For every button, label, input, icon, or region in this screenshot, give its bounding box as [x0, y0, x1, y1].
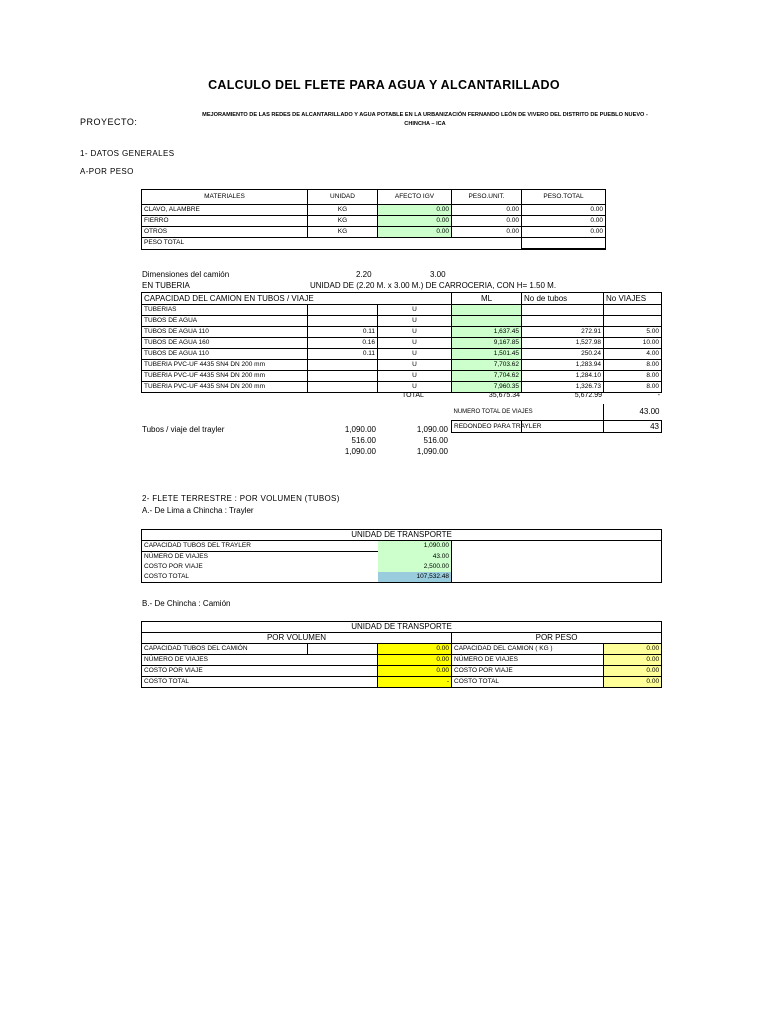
unidad-carroceria-text: UNIDAD DE (2.20 M. x 3.00 M.) DE CARROCERIA, CON H= 1.50 M. — [310, 281, 557, 290]
trayler-value: 1,090.00 — [344, 447, 376, 456]
trayler-value: 1,090.00 — [416, 447, 448, 456]
peso-header-afecto-igv: AFECTO IGV — [378, 190, 452, 205]
no-viajes-header: No VIAJES — [604, 293, 662, 305]
table-row: CLAVO, ALAMBRE KG 0.00 0.00 0.00 — [142, 205, 606, 216]
proyecto-label: PROYECTO: — [80, 117, 138, 127]
numero-total-viajes-value: 43.00 — [604, 404, 662, 421]
peso-header-peso-total: PESO.TOTAL — [522, 190, 606, 205]
section-datos-generales: 1- DATOS GENERALES — [80, 149, 175, 158]
dimension-2: 3.00 — [430, 270, 446, 279]
section-lima-chincha: A.- De Lima a Chincha : Trayler — [142, 506, 254, 515]
table-row: NÚMERO DE VIAJES 0.00 NÚMERO DE VIAJES 0.00 — [142, 655, 662, 666]
transporte-trayler-table — [141, 529, 662, 583]
capacidad-total-label: TOTAL — [402, 392, 424, 399]
transporte-a-header: UNIDAD DE TRANSPORTE — [142, 530, 662, 541]
table-row: TUBOS DE AGUA 110 0.11 U 1,637.45 272.91 5.00 — [142, 327, 662, 338]
capacidad-total-ml: 35,675.34 — [488, 392, 520, 399]
dimension-1: 2.20 — [356, 270, 372, 279]
table-row: TUBOS DE AGUA 160 0.16 U 9,167.85 1,527.98 10.00 — [142, 338, 662, 349]
capacidad-header: CAPACIDAD DEL CAMION EN TUBOS / VIAJE — [142, 293, 452, 305]
table-row: COSTO POR VIAJE 2,500.00 — [142, 562, 662, 572]
transporte-b-header: UNIDAD DE TRANSPORTE — [142, 622, 662, 633]
trayler-value: 1,090.00 — [416, 425, 448, 434]
table-row: OTROS KG 0.00 0.00 0.00 — [142, 227, 606, 238]
table-row: TUBOS DE AGUA 110 0.11 U 1,501.45 250.24 4.00 — [142, 349, 662, 360]
table-row: CAPACIDAD TUBOS DEL CAMIÓN 0.00 CAPACIDAD DEL CAMION ( KG ) 0.00 — [142, 644, 662, 655]
trayler-value: 1,090.00 — [344, 425, 376, 434]
trayler-value: 516.00 — [423, 436, 448, 445]
no-tubos-header: No de tubos — [522, 293, 604, 305]
dimensiones-label: Dimensiones del camión — [142, 270, 230, 279]
proyecto-text-line2: CHINCHA – ICA — [404, 121, 446, 127]
peso-header-peso-unit: PESO.UNIT. — [452, 190, 522, 205]
transporte-camion-table — [141, 621, 662, 688]
por-volumen-header: POR VOLUMEN — [142, 633, 452, 644]
redondeo-trayler-label: REDONDEO PARA TRAYLER — [452, 421, 522, 433]
table-row: TUBERIAS U — [142, 305, 662, 316]
ml-header: ML — [452, 293, 522, 305]
peso-total-value — [522, 238, 606, 250]
numero-total-viajes-label: NUMERO TOTAL DE VIAJES — [452, 404, 604, 421]
trayler-value: 516.00 — [351, 436, 376, 445]
table-row: COSTO TOTAL - COSTO TOTAL 0.00 — [142, 677, 662, 688]
table-row: FIERRO KG 0.00 0.00 0.00 — [142, 216, 606, 227]
peso-header-materiales: MATERIALES — [142, 190, 308, 205]
table-row: TUBERIA PVC-UF 4435 SN4 DN 200 mm U 7,960.35 1,326.73 8.00 — [142, 382, 662, 393]
table-row — [142, 238, 606, 250]
capacidad-total-tubos: 5,672.99 — [574, 392, 602, 399]
por-peso-header: POR PESO — [452, 633, 662, 644]
peso-header-unidad: UNIDAD — [308, 190, 378, 205]
table-row: NÚMERO DE VIAJES 43.00 — [142, 552, 662, 563]
peso-total-label: PESO TOTAL — [142, 238, 522, 250]
proyecto-text-line1: MEJORAMIENTO DE LAS REDES DE ALCANTARILLADO Y AGUA POTABLE EN LA URBANIZACIÓN FERNANDO LEÓN DE VIVERO DEL DISTRITO DE PUEBLO NUEVO - — [202, 112, 648, 118]
page-title: CALCULO DEL FLETE PARA AGUA Y ALCANTARILLADO — [208, 78, 560, 92]
tubos-viaje-trayler-label: Tubos / viaje del trayler — [142, 425, 225, 434]
table-row: TUBERIA PVC-UF 4435 SN4 DN 200 mm U 7,703.62 1,283.94 8.00 — [142, 360, 662, 371]
section-flete-terrestre: 2- FLETE TERRESTRE : POR VOLUMEN (TUBOS) — [142, 494, 340, 503]
en-tuberia-label: EN TUBERIA — [142, 281, 190, 290]
table-row: TUBERIA PVC-UF 4435 SN4 DN 200 mm U 7,704.62 1,284.10 8.00 — [142, 371, 662, 382]
table-row: CAPACIDAD TUBOS DEL TRAYLER 1,090.00 — [142, 541, 662, 552]
table-row: COSTO TOTAL 107,532.48 — [142, 572, 662, 583]
section-chincha-camion: B.- De Chincha : Camión — [142, 599, 231, 608]
capacidad-table — [141, 292, 662, 393]
section-por-peso: A-POR PESO — [80, 167, 134, 176]
table-row: COSTO POR VIAJE 0.00 COSTO POR VIAJE 0.00 — [142, 666, 662, 677]
peso-table — [141, 189, 606, 250]
redondeo-trayler-value: 43 — [604, 421, 662, 433]
table-row: TUBOS DE AGUA U — [142, 316, 662, 327]
capacidad-total-viajes: - — [657, 392, 660, 399]
viajes-summary-table — [451, 404, 662, 433]
